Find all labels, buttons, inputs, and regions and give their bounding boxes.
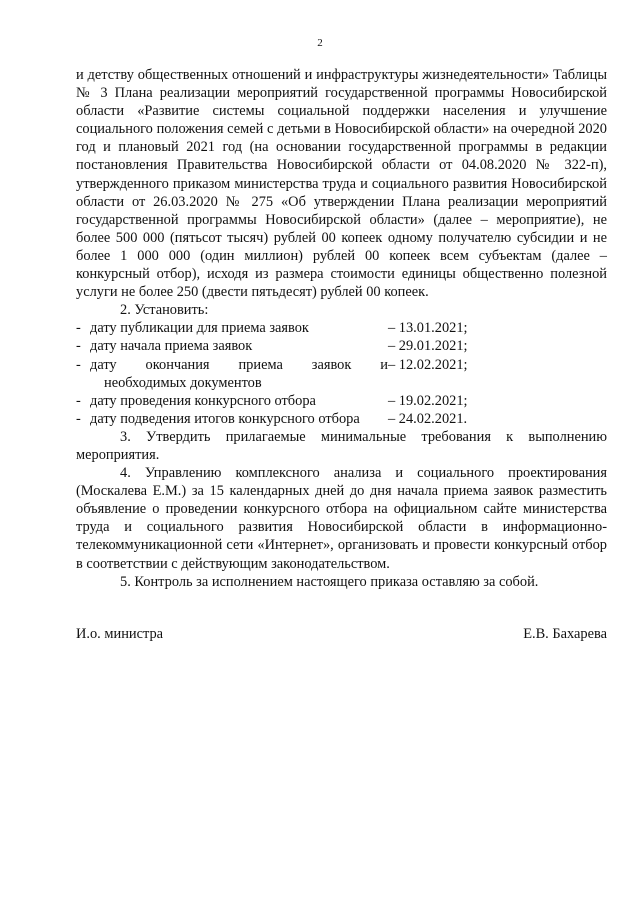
- date-label-continuation: необходимых документов: [104, 374, 262, 391]
- list-dash: -: [76, 410, 81, 427]
- paragraph-5-control: 5. Контроль за исполнением настоящего приказа оставляю за собой.: [120, 573, 539, 590]
- date-item-results: [76, 410, 607, 428]
- date-value: – 12.02.2021;: [388, 356, 468, 373]
- paragraph-1-continuation: и детству общественных отношений и инфраструктуры жизнедеятельности» Таблицы № 3 Плана реализации мероприятий государственной программы Новосибирской области «Развитие системы социальной поддержки населения и улучшение социального положения семей с детьми в Новосибирской области» на очередной 2020 год и плановый 2021 год (на основании государственной программы в редакции постановления Правительства Новосибирской области от 04.08.2020 № 322-п), утвержденного приказом министерства труда и социального развития Новосибирской области от 26.03.2020 № 275 «Об утверждении Плана реализации мероприятий государственной программы Новосибирской области» (далее – мероприятие), не более 500 000 (пятьсот тысяч) рублей 00 копеек одному получателю субсидии и не более 1 000 000 (один миллион) рублей 00 копеек всем субъектам (далее – конкурсный отбор), исходя из размера стоимости единицы общественно полезной услуги не более 250 (двести пятьдесят) рублей 00 копеек.: [76, 67, 607, 301]
- date-value: – 24.02.2021.: [388, 410, 468, 427]
- paragraph-3-requirements: 3. Утвердить прилагаемые минимальные требования к выполнению мероприятия.: [76, 428, 607, 463]
- paragraph-4-department: 4. Управлению комплексного анализа и социального проектирования (Москалева Е.М.) за 15 календарных дней до дня начала приема заявок разместить объявление о проведении конкурсного отбора на официальном сайте министерства труда и социального развития Новосибирской области в информационно-телекоммуникационной сети «Интернет», организовать и провести конкурсный отбор в соответствии с действующим законодательством.: [76, 465, 607, 572]
- list-dash: -: [76, 356, 81, 373]
- date-label: дату начала приема заявок: [90, 338, 253, 355]
- list-dash: -: [76, 320, 81, 337]
- signatory-title: И.о. министра: [76, 626, 164, 642]
- date-value: – 19.02.2021;: [388, 392, 468, 409]
- date-label: дату публикации для приема заявок: [90, 320, 309, 337]
- date-item-end: [76, 356, 607, 392]
- date-item-publication: [76, 319, 607, 337]
- date-value: – 29.01.2021;: [388, 338, 468, 355]
- list-dash: -: [76, 392, 81, 409]
- date-value: – 13.01.2021;: [388, 320, 468, 337]
- date-item-selection: [76, 392, 607, 410]
- date-label: дату окончания приема заявок и: [90, 356, 388, 373]
- date-label: дату подведения итогов конкурсного отбора: [90, 410, 360, 427]
- date-item-start: [76, 337, 607, 355]
- dates-list: [76, 319, 607, 428]
- page-number: 2: [317, 37, 323, 49]
- signatory-name: Е.В. Бахарева: [523, 626, 607, 642]
- document-body: [76, 66, 607, 591]
- date-label: дату проведения конкурсного отбора: [90, 392, 316, 409]
- list-dash: -: [76, 338, 81, 355]
- paragraph-2-establish: 2. Установить:: [120, 302, 209, 319]
